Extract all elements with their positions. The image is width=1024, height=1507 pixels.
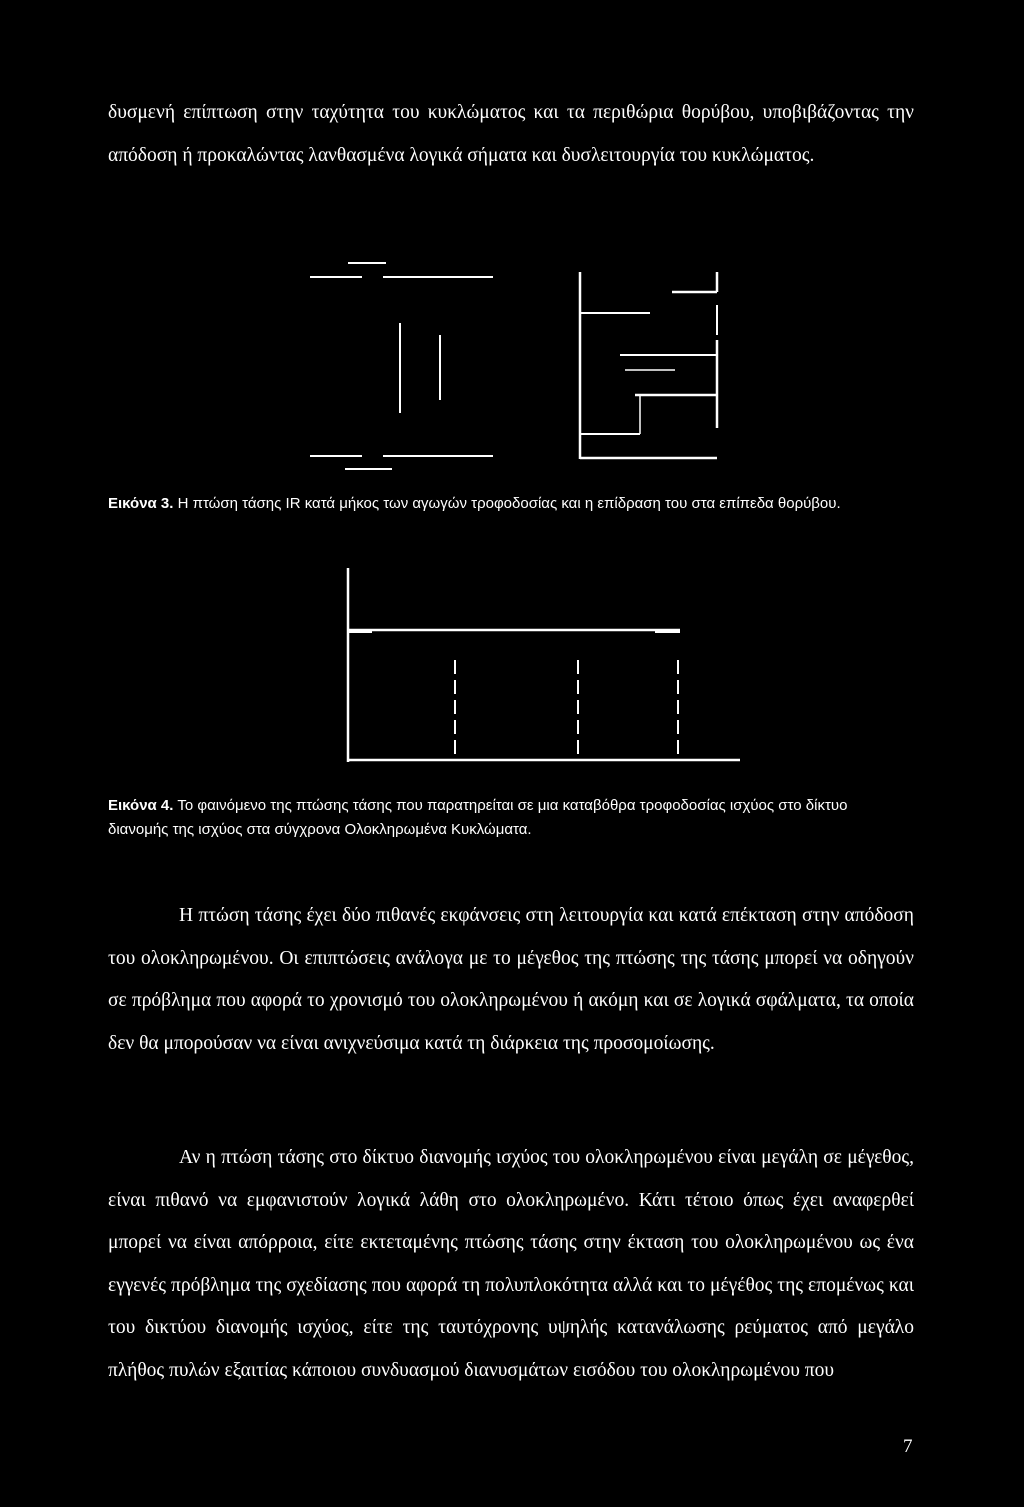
figure-3-label: Εικόνα 3. bbox=[108, 495, 174, 512]
figure-4-label: Εικόνα 4. bbox=[108, 797, 174, 814]
paragraph-1 bbox=[108, 895, 914, 1065]
paragraph-2 bbox=[108, 1137, 914, 1392]
paragraph-2-text: Αν η πτώση τάσης στο δίκτυο διανομής ισχύος του ολοκληρωμένου είναι μεγάλη σε μέγεθος, είναι πιθανό να εμφανιστούν λογικά λάθη στο ολοκληρωμένο. Κάτι τέτοιο όπως έχει αναφερθεί μπορεί να είναι απόρροια, είτε εκτεταμένης πτώσης τάσης στην έκταση του ολοκληρωμένου ως ένα εγγενές πρόβλημα της σχεδίασης που αφορά τη πολυπλοκότητα αλλά και το μέγέθος της επομένως και του δικτύου διανομής ισχύος, είτε της ταυτόχρονης υψηλής κατανάλωσης ρεύματος από μεγάλο πλήθος πυλών εξαιτίας κάποιου συνδυασμού διανυσμάτων εισόδου του ολοκληρωμένου που bbox=[108, 1147, 914, 1381]
paragraph-1-text: Η πτώση τάσης έχει δύο πιθανές εκφάνσεις στη λειτουργία και κατά επέκταση στην απόδοση του ολοκληρωμένου. Οι επιπτώσεις ανάλογα με το μέγεθος της πτώσης της τάσης μπορεί να οδηγούν σε πρόβλημα που αφορά το χρονισμό του ολοκληρωμένου ή ακόμη και σε λογικά σφάλματα, τα οποία δεν θα μπορούσαν να είναι ανιχνεύσιμα κατά τη διάρκεια της προσομοίωσης. bbox=[108, 905, 914, 1054]
figure-3-caption-text: Η πτώση τάσης IR κατά μήκος των αγωγών τροφοδοσίας και η επίδραση του στα επίπεδα θορύβου. bbox=[177, 495, 841, 512]
page-number: 7 bbox=[903, 1436, 913, 1457]
figure-3-caption bbox=[108, 492, 908, 516]
figure-4-caption bbox=[108, 794, 908, 842]
intro-paragraph: δυσμενή επίπτωση στην ταχύτητα του κυκλώματος και τα περιθώρια θορύβου, υποβιβάζοντας την απόδοση ή προκαλώντας λανθασμένα λογικά σήματα και δυσλειτουργία του κυκλώματος. bbox=[108, 102, 914, 166]
figure-4-caption-text: Το φαινόμενο της πτώσης τάσης που παρατηρείται σε μια καταβόθρα τροφοδοσίας ισχύος στο δίκτυο διανομής της ισχύος στα σύγχρονα Ολοκληρωμένα Κυκλώματα. bbox=[108, 797, 848, 838]
